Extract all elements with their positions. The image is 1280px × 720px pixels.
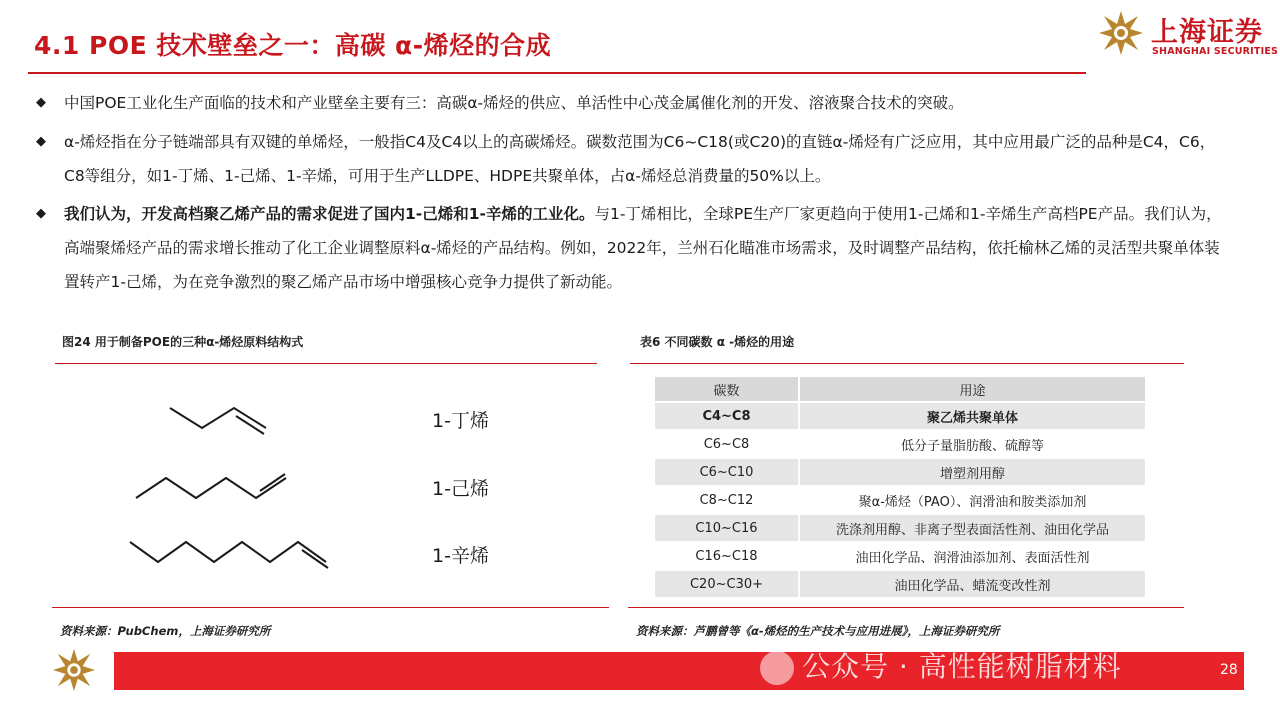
wechat-watermark: 公众号 · 高性能树脂材料: [760, 645, 1122, 685]
cell-use: 低分子量脂肪酸、硫醇等: [800, 431, 1145, 457]
cell-carbon: C6~C10: [655, 459, 800, 485]
shanghai-securities-logo-icon: [1098, 10, 1144, 56]
table-header-row: [655, 377, 1145, 401]
page-number: 28: [1220, 662, 1238, 678]
table-row: [655, 487, 1145, 513]
cell-use: 油田化学品、润滑油添加剂、表面活性剂: [800, 543, 1145, 569]
octene-label: 1-辛烯: [432, 545, 489, 567]
hexene-label: 1-己烯: [432, 478, 489, 500]
octene-skeleton: [130, 542, 326, 562]
table-row: [655, 403, 1145, 429]
bullet-paragraph-2: α-烯烃指在分子链端部具有双键的单烯烃，一般指C4及C4以上的高碳烯烃。碳数范围为C6~C18(或C20)的直链α-烯烃有广泛应用，其中应用最广泛的品种是C4，C6，C8等组分，如1-丁烯、1-己烯、1-辛烯，可用于生产LLDPE、HDPE共聚单体，占α-烯烃总消费量的50%以上。: [64, 133, 1216, 185]
figure-caption: 图24 用于制备POE的三种α-烯烃原料结构式: [62, 335, 304, 349]
bullet-marker: ◆: [36, 95, 46, 110]
table-row: [655, 571, 1145, 597]
cell-carbon: C20~C30+: [655, 571, 800, 597]
brand-name-en: SHANGHAI SECURITIES: [1152, 46, 1279, 57]
table-row: [655, 515, 1145, 541]
cell-carbon: C6~C8: [655, 431, 800, 457]
table-row: [655, 459, 1145, 485]
cell-carbon: C10~C16: [655, 515, 800, 541]
brand-name-cn: 上海证券: [1151, 17, 1263, 48]
table-caption: 表6 不同碳数 α -烯烃的用途: [640, 335, 795, 349]
figure-bottom-rule: [52, 607, 609, 608]
footer-logo-icon: [52, 648, 96, 692]
col-header-use: 用途: [800, 377, 1145, 401]
wechat-icon: [760, 651, 794, 685]
cell-carbon: C8~C12: [655, 487, 800, 513]
table-row: [655, 431, 1145, 457]
hexene-double-bond: [260, 474, 285, 491]
figure-source: 资料来源：PubChem，上海证券研究所: [60, 624, 271, 638]
bullet-paragraph-1: 中国POE工业化生产面临的技术和产业壁垒主要有三：高碳α-烯烃的供应、单活性中心茂金属催化剂的开发、溶液聚合技术的突破。: [64, 94, 964, 112]
cell-carbon: C4~C8: [655, 403, 800, 429]
col-header-carbon: 碳数: [655, 377, 800, 401]
table-source: 资料来源：芦鹏曾等《α-烯烃的生产技术与应用进展》，上海证券研究所: [636, 624, 1000, 638]
cell-use: 增塑剂用醇: [800, 459, 1145, 485]
bullet-paragraph-3-emphasis: 我们认为，开发高档聚乙烯产品的需求促进了国内1-己烯和1-辛烯的工业化。: [64, 205, 595, 223]
table-row: [655, 543, 1145, 569]
cell-use: 洗涤剂用醇、非离子型表面活性剂、油田化学品: [800, 515, 1145, 541]
cell-use: 油田化学品、蜡流变改性剂: [800, 571, 1145, 597]
butene-label: 1-丁烯: [432, 410, 489, 432]
cell-use: 聚乙烯共聚单体: [800, 403, 1145, 429]
octene-double-bond: [302, 550, 328, 568]
alkene-structure-diagram: [120, 380, 360, 580]
page-title: 4.1 POE 技术壁垒之一：高碳 α-烯烃的合成: [34, 31, 552, 60]
cell-carbon: C16~C18: [655, 543, 800, 569]
title-divider: [28, 72, 1086, 74]
bullet-marker: ◆: [36, 134, 46, 149]
bullet-paragraph-3: 我们认为，开发高档聚乙烯产品的需求促进了国内1-己烯和1-辛烯的工业化。与1-丁烯相比，全球PE生产厂家更趋向于使用1-己烯和1-辛烯生产高档PE产品。我们认为，高端聚烯烃产品的需求增长推动了化工企业调整原料α-烯烃的产品结构。例如，2022年，兰州石化瞄准市场需求，及时调整产品结构，依托榆林乙烯的灵活型共聚单体装置转产1-己烯，为在竞争激烈的聚乙烯产品市场中增强核心竞争力提供了新动能。: [64, 205, 1222, 291]
table-bottom-rule: [628, 607, 1184, 608]
cell-use: 聚α-烯烃（PAO）、润滑油和胺类添加剂: [800, 487, 1145, 513]
alpha-olefin-uses-table: [655, 375, 1145, 599]
figure-top-rule: [55, 363, 597, 364]
table-top-rule: [630, 363, 1184, 364]
bullet-marker: ◆: [36, 206, 46, 221]
